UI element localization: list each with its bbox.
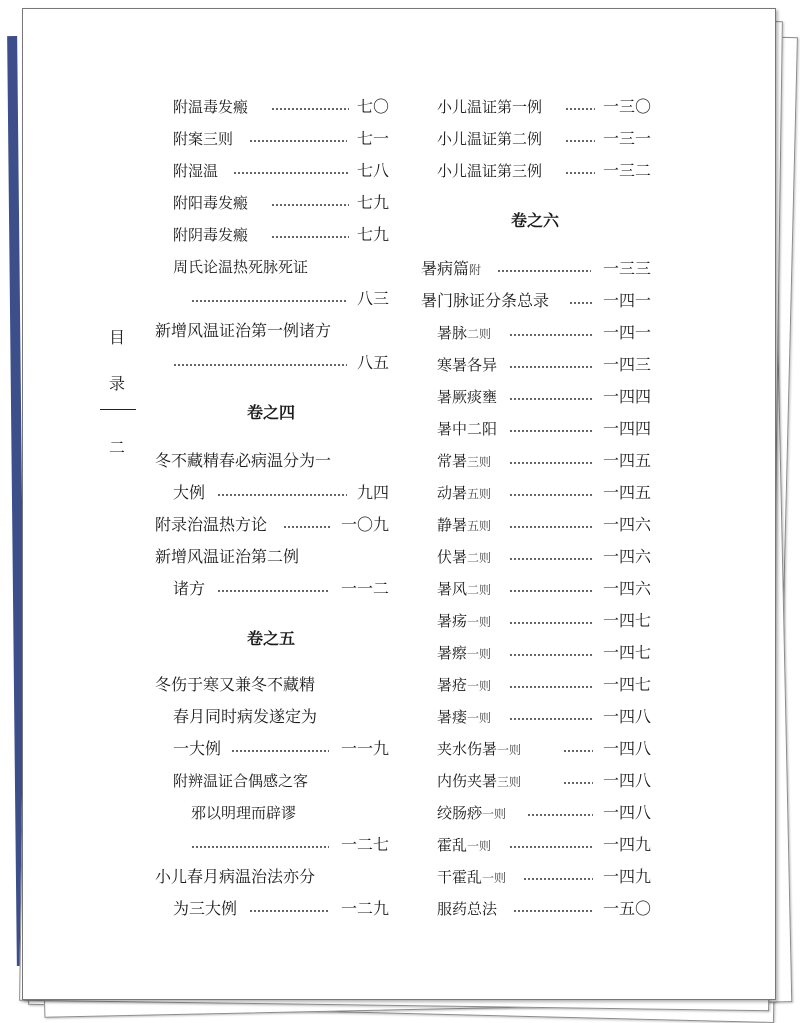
toc-entry[interactable] [23, 643, 775, 663]
dot-leader [509, 430, 593, 432]
toc-entry[interactable] [23, 451, 775, 471]
toc-entry[interactable] [23, 803, 775, 823]
entry-page: 一四九 [602, 867, 651, 886]
entry-title: 内伤夹暑 [437, 772, 498, 790]
entry-note: 二则 [467, 327, 492, 341]
entry-title: 附案三则 [173, 130, 234, 148]
entry-note: 一则 [467, 839, 492, 853]
entry-title: 暑疮 [437, 676, 468, 694]
volume-heading-4[interactable]: 卷之四 [247, 403, 296, 422]
entry-page: 七八 [356, 161, 389, 180]
entry-note: 一则 [467, 647, 492, 661]
entry-page: 一四四 [602, 419, 651, 438]
entry-title: 附温毒发瘢 [173, 98, 249, 116]
volume-heading-6[interactable]: 卷之六 [511, 211, 560, 230]
toc-entry[interactable] [23, 611, 775, 631]
entry-title: 动暑 [437, 484, 468, 502]
entry-page: 一四八 [602, 803, 651, 822]
entry-title: 服药总法 [437, 900, 498, 918]
entry-title: 大例 [173, 483, 206, 502]
entry-title: 附阴毒发瘢 [173, 226, 249, 244]
entry-page: 一四五 [602, 483, 651, 502]
entry-page: 一一九 [340, 739, 389, 758]
entry-page: 一三二 [602, 161, 651, 180]
side-label-rule [100, 409, 136, 410]
entry-page: 一二九 [340, 899, 389, 918]
entry-note: 二则 [467, 551, 492, 565]
entry-page: 一四一 [602, 291, 651, 310]
entry-note: 三则 [467, 455, 492, 469]
entry-page: 一〇九 [340, 515, 389, 534]
entry-title: 附辨温证合偶感之客 [173, 772, 309, 790]
toc-entry[interactable] [23, 867, 775, 887]
entry-page: 一四七 [602, 643, 651, 662]
entry-page: 八三 [356, 289, 389, 308]
volume-heading-5[interactable]: 卷之五 [247, 629, 296, 648]
toc-page [22, 8, 776, 1000]
dot-leader [509, 654, 593, 656]
entry-title: 小儿春月病温治法亦分 [155, 867, 316, 886]
entry-note: 一则 [467, 615, 492, 629]
entry-page: 七九 [356, 225, 389, 244]
entry-page: 一四九 [602, 835, 651, 854]
toc-entry[interactable] [23, 225, 775, 245]
entry-page: 七九 [356, 193, 389, 212]
dot-leader [509, 622, 593, 624]
entry-title: 暑风 [437, 580, 468, 598]
entry-title: 暑疡 [437, 612, 468, 630]
entry-title: 暑中二阳 [437, 420, 498, 438]
toc-entry[interactable] [23, 387, 775, 407]
entry-title: 诸方 [173, 579, 206, 598]
entry-page: 七〇 [356, 97, 389, 116]
entry-title: 霍乱 [437, 836, 468, 854]
dot-leader [509, 846, 593, 848]
entry-title: 附湿温 [173, 162, 219, 180]
toc-entry[interactable] [23, 323, 775, 343]
entry-title: 附录治温热方论 [155, 515, 268, 534]
side-label-lu: 录 [108, 374, 125, 393]
entry-title: 寒暑各异 [437, 356, 498, 374]
entry-title: 周氏论温热死脉死证 [173, 258, 309, 276]
toc-entry[interactable] [23, 193, 775, 213]
entry-title: 暑病篇 [421, 259, 470, 278]
toc-entry[interactable] [23, 483, 775, 503]
toc-entry[interactable] [23, 899, 775, 919]
entry-note: 附 [469, 263, 482, 277]
entry-note: 一则 [467, 679, 492, 693]
dot-leader [509, 398, 593, 400]
entry-title: 春月同时病发遂定为 [173, 707, 318, 726]
entry-title: 暑脉 [437, 324, 468, 342]
entry-page: 一四四 [602, 387, 651, 406]
entry-title: 暑厥痰壅 [437, 388, 498, 406]
dot-leader [563, 782, 593, 784]
entry-title: 静暑 [437, 516, 468, 534]
entry-page: 七一 [356, 129, 389, 148]
toc-entry[interactable] [23, 161, 775, 181]
dot-leader [509, 718, 593, 720]
entry-title: 常暑 [437, 452, 468, 470]
dot-leader [513, 910, 593, 912]
entry-page: 一二七 [340, 835, 389, 854]
toc-entry[interactable] [23, 835, 775, 855]
dot-leader [271, 236, 349, 238]
entry-page: 一三〇 [602, 97, 651, 116]
dot-leader [509, 686, 593, 688]
entry-page: 一四八 [602, 771, 651, 790]
entry-title: 伏暑 [437, 548, 468, 566]
toc-entry[interactable] [23, 515, 775, 535]
entry-page: 一四三 [602, 355, 651, 374]
entry-note: 一则 [482, 807, 507, 821]
dot-leader [523, 878, 593, 880]
side-label-mu: 目 [108, 328, 125, 347]
dot-leader [563, 750, 593, 752]
dot-leader [497, 270, 591, 272]
entry-page: 一四六 [602, 515, 651, 534]
entry-page: 一四六 [602, 579, 651, 598]
entry-page: 一一二 [340, 579, 389, 598]
toc-entry[interactable] [23, 419, 775, 439]
toc-entry[interactable] [23, 259, 775, 279]
toc-entry[interactable] [23, 129, 775, 149]
entry-page: 一四八 [602, 739, 651, 758]
entry-title: 新增风温证治第一例诸方 [155, 321, 332, 340]
entry-title: 冬伤于寒又兼冬不藏精 [155, 675, 316, 694]
toc-entry[interactable] [23, 291, 775, 311]
entry-page: 一五〇 [602, 899, 651, 918]
entry-title: 暑门脉证分条总录 [421, 291, 550, 310]
entry-title: 冬不藏精春必病温分为一 [155, 451, 332, 470]
entry-title: 夹水伤暑 [437, 740, 498, 758]
entry-page: 一四七 [602, 675, 651, 694]
entry-page: 八五 [356, 353, 389, 372]
toc-entry[interactable] [23, 739, 775, 759]
toc-entry[interactable] [23, 771, 775, 791]
entry-title: 附阳毒发瘢 [173, 194, 249, 212]
side-label-page-number: 二 [108, 438, 125, 457]
entry-note: 五则 [467, 519, 492, 533]
dot-leader [509, 366, 593, 368]
entry-note: 一则 [467, 711, 492, 725]
entry-title: 邪以明理而辟谬 [191, 804, 297, 822]
entry-page: 一三三 [602, 259, 651, 278]
dot-leader [509, 494, 593, 496]
entry-page: 一三一 [602, 129, 651, 148]
dot-leader [509, 334, 593, 336]
toc-entry[interactable] [23, 707, 775, 727]
entry-title: 暑瘵 [437, 644, 468, 662]
entry-page: 一四六 [602, 547, 651, 566]
entry-page: 一四一 [602, 323, 651, 342]
entry-title: 小儿温证第二例 [437, 130, 543, 148]
entry-title: 干霍乱 [437, 868, 483, 886]
entry-page: 九四 [356, 483, 389, 502]
toc-entry[interactable] [23, 355, 775, 375]
entry-title: 小儿温证第一例 [437, 98, 543, 116]
toc-entry[interactable] [23, 579, 775, 599]
entry-title: 小儿温证第三例 [437, 162, 543, 180]
entry-page: 一四八 [602, 707, 651, 726]
entry-title: 为三大例 [173, 899, 238, 918]
entry-title: 暑瘘 [437, 708, 468, 726]
dot-leader [509, 590, 593, 592]
entry-page: 一四七 [602, 611, 651, 630]
entry-note: 五则 [467, 487, 492, 501]
dot-leader [509, 462, 593, 464]
dot-leader [509, 526, 593, 528]
dot-leader [527, 814, 593, 816]
entry-note: 二则 [467, 583, 492, 597]
toc-entry[interactable] [23, 675, 775, 695]
entry-title: 一大例 [173, 739, 222, 758]
entry-note: 一则 [482, 871, 507, 885]
entry-note: 一则 [497, 743, 522, 757]
dot-leader [509, 558, 593, 560]
entry-note: 三则 [497, 775, 522, 789]
toc-entry[interactable] [23, 547, 775, 567]
entry-title: 绞肠痧 [437, 804, 483, 822]
toc-entry[interactable] [23, 97, 775, 117]
entry-title: 新增风温证治第二例 [155, 547, 300, 566]
dot-leader [569, 302, 593, 304]
entry-page: 一四五 [602, 451, 651, 470]
dot-leader [271, 204, 349, 206]
